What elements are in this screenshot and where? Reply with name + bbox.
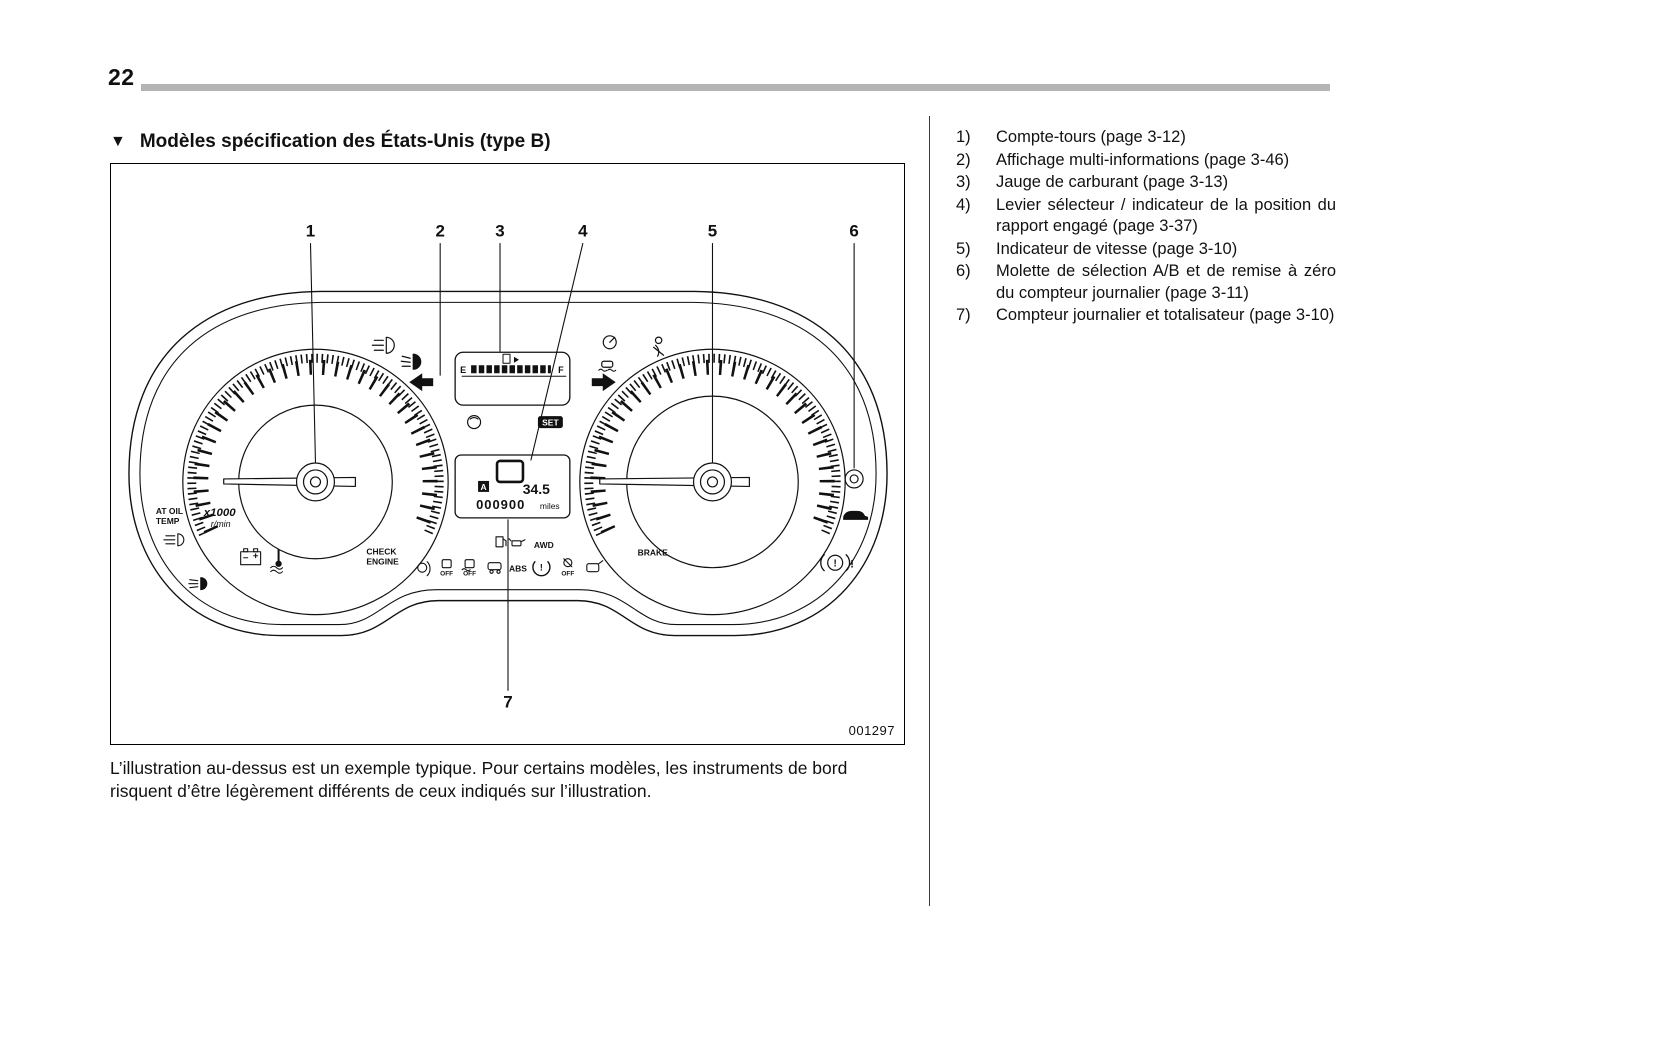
fuel-f-label: F — [558, 365, 564, 376]
vehicle-service-icon — [843, 511, 868, 520]
legend-item-text: Indicateur de vitesse (page 3-10) — [996, 239, 1238, 258]
page-number: 22 — [108, 64, 135, 90]
fog-light-icon — [190, 580, 198, 581]
oil-warning-exclam: ! — [850, 558, 854, 571]
airbag-warning-icon — [418, 563, 427, 572]
column-divider — [929, 116, 930, 906]
section-heading — [110, 131, 551, 153]
low-beam-icon — [401, 361, 410, 362]
legend-item-text: Levier sélecteur / indicateur de la position du rapport engagé (page 3-37) — [996, 195, 1336, 235]
legend-item-number: 7) — [956, 306, 971, 324]
coolant-temp-icon — [276, 561, 281, 566]
fuel-level-marker-icon — [514, 357, 519, 363]
high-beam-icon — [386, 337, 394, 353]
battery-charge-icon — [254, 549, 258, 552]
legend-item-text: Jauge de carburant (page 3-13) — [996, 173, 1229, 191]
fuel-pump-warning-icon — [496, 537, 503, 547]
callout-number-5: 5 — [707, 221, 718, 241]
callout-number-6: 6 — [849, 221, 859, 241]
odometer-unit: miles — [539, 500, 560, 511]
fuel-e-label: E — [460, 365, 467, 376]
callout-number-4: 4 — [578, 221, 588, 241]
at-oil-label: AT OIL — [155, 505, 184, 516]
low-beam-icon — [413, 354, 420, 369]
brake-warning-exclam: ! — [833, 558, 837, 570]
callout-number-1: 1 — [305, 221, 316, 241]
legend-item-number: 3) — [956, 173, 971, 191]
fuel-pump-icon — [503, 354, 510, 363]
tachometer-hub-center — [310, 477, 320, 487]
instrument-cluster-diagram — [111, 164, 904, 744]
seatbelt-warning-icon — [654, 345, 664, 356]
legend-item-2 — [956, 150, 1336, 172]
trip-reset-knob — [850, 475, 858, 483]
awd-label: AWD — [533, 539, 554, 550]
vehicle-rear-icon — [497, 570, 500, 573]
figure-code: 001297 — [848, 723, 895, 738]
right-edge-elements — [821, 470, 868, 571]
legend-item-6 — [956, 261, 1336, 304]
legend-item-number: 1) — [956, 128, 971, 146]
legend-item-number: 2) — [956, 150, 971, 169]
legend-item-3 — [956, 172, 1336, 194]
coolant-temp-icon — [271, 566, 283, 573]
cruise-control-icon — [610, 337, 615, 342]
fuel-display-frame — [455, 352, 570, 405]
legend-item-number: 4) — [956, 195, 971, 214]
figure-box — [110, 163, 905, 745]
parking-light-icon — [178, 534, 184, 546]
callout-number-2: 2 — [435, 221, 445, 241]
trip-a-label: A — [480, 481, 487, 492]
tachometer — [183, 349, 448, 614]
door-open-icon — [599, 561, 603, 564]
rmin-label: r/min — [210, 518, 231, 529]
section-marker-icon: ▼ — [110, 133, 126, 150]
odometer-value: 000900 — [476, 496, 526, 512]
x1000-label: x1000 — [203, 506, 236, 519]
tpms-exclam-label: ! — [539, 562, 543, 573]
callout-number-3: 3 — [495, 221, 505, 241]
battery-charge-icon — [244, 549, 248, 552]
airbag-warning-icon — [427, 562, 430, 576]
door-open-icon — [587, 564, 599, 572]
vehicle-rear-icon — [490, 570, 493, 573]
callout-number-7: 7 — [503, 692, 513, 712]
left-dial-icons — [164, 534, 283, 590]
header-rule — [141, 84, 1330, 91]
abs-label: ABS — [509, 563, 527, 574]
engine-label: ENGINE — [366, 556, 399, 567]
oil-pressure-icon — [512, 541, 521, 546]
vehicle-rear-icon — [488, 563, 501, 570]
legend-item-7 — [956, 305, 1336, 327]
gear-position-indicator — [497, 461, 523, 482]
legend-item-5 — [956, 239, 1336, 261]
passenger-airbag-off-icon — [442, 560, 451, 568]
legend-item-1 — [956, 127, 1336, 149]
legend-item-text: Compteur journalier et totalisateur (page 3-10) — [996, 306, 1335, 324]
fog-light-icon — [201, 578, 207, 590]
brake-label: BRAKE — [637, 547, 668, 558]
legend-item-text: Affichage multi-informations (page 3-46) — [996, 150, 1290, 169]
airbag-off-label: OFF — [440, 570, 454, 578]
traction-off-label: OFF — [463, 570, 477, 578]
trip-value: 34.5 — [522, 480, 550, 497]
check-label: CHECK — [366, 546, 397, 557]
trip-reset-knob — [845, 470, 863, 488]
set-indicator-label: SET — [542, 417, 559, 428]
low-beam-icon — [402, 356, 410, 358]
speedometer-hub-center — [707, 477, 717, 487]
legend-item-text: Molette de sélection A/B et de remise à zéro du compteur journalier (page 3-11) — [996, 262, 1336, 302]
legend-item-number: 5) — [956, 239, 971, 258]
legend-item-4 — [956, 195, 1336, 238]
brake-hold-off-label: OFF — [561, 570, 575, 578]
stability-control-icon — [602, 361, 613, 367]
legend-item-number: 6) — [956, 262, 971, 280]
top-indicator-icons — [372, 336, 663, 391]
seatbelt-warning-icon — [655, 337, 661, 343]
right-turn-signal-icon — [592, 373, 616, 391]
left-turn-signal-icon — [409, 373, 433, 391]
legend-list — [956, 127, 1336, 328]
traction-off-icon — [465, 560, 474, 568]
at-oil-temp-label: TEMP — [155, 515, 180, 526]
fuel-gauge-display — [455, 352, 570, 405]
eco-mode-icon-arrow — [470, 418, 478, 419]
stability-control-icon — [599, 369, 616, 371]
figure-caption: L’illustration au-dessus est un exemple typique. Pour certains modèles, les instruments de bord risquent d’être légèrement différents de ceux indiqués sur l’illustration. — [110, 758, 848, 802]
section-heading-text: Modèles spécification des États-Unis (type B) — [139, 131, 551, 152]
fog-light-icon — [190, 587, 198, 588]
legend-item-text: Compte-tours (page 3-12) — [996, 128, 1186, 146]
